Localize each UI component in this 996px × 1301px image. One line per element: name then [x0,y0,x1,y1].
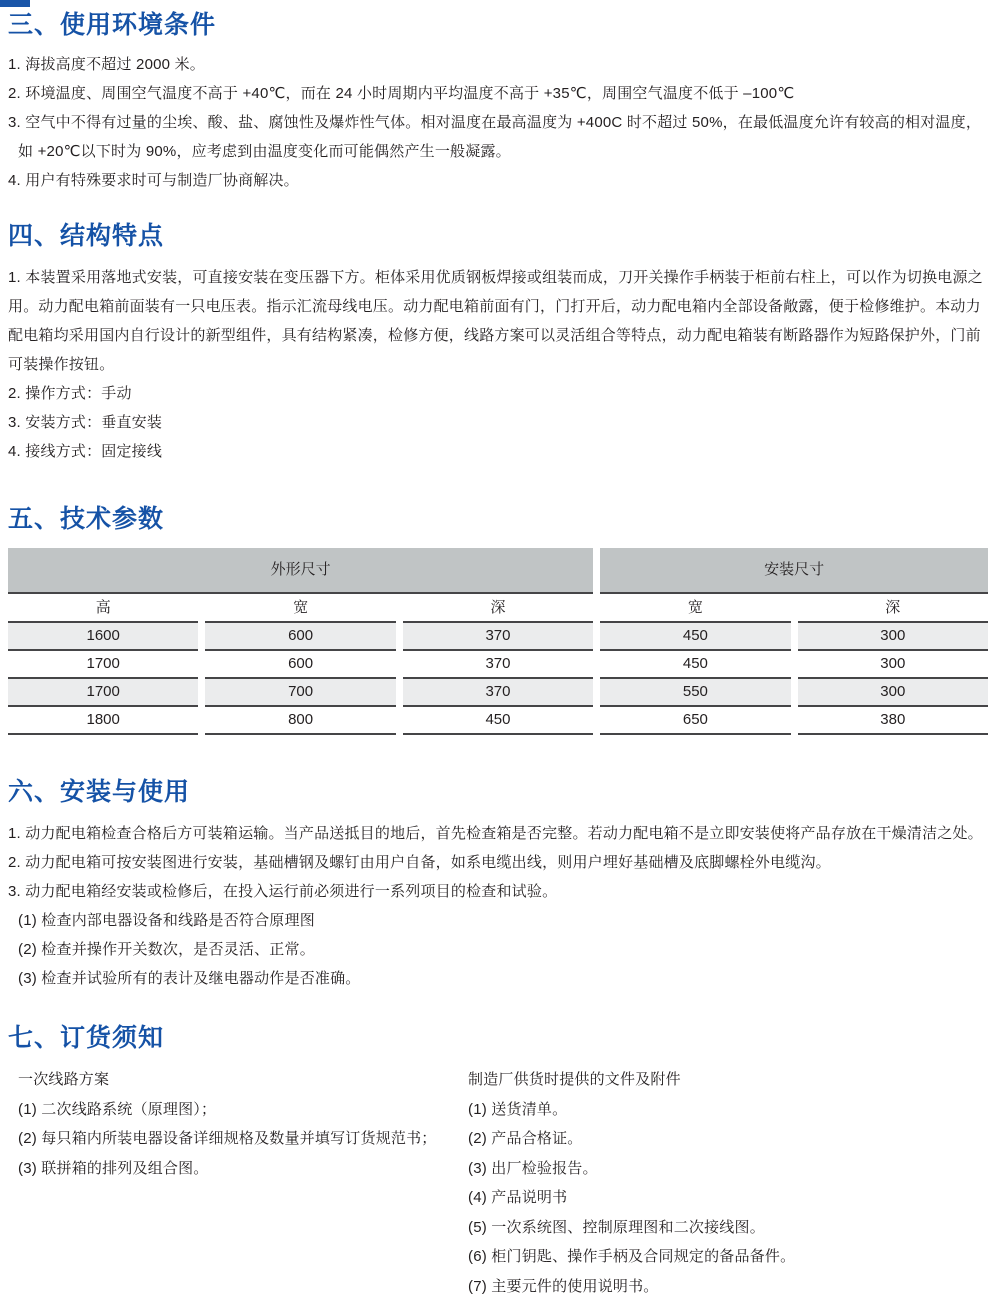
env-item-2: 2. 环境温度、周围空气温度不高于 +40℃，而在 24 小时周期内平均温度不高于 +35℃，周围空气温度不低于 –100℃ [0,79,996,108]
section-structure-title: 四、结构特点 [0,221,996,251]
structure-item-2: 2. 操作方式：手动 [0,379,996,408]
spec-table-col-header: 高 [8,594,198,623]
section-install [0,777,996,993]
spec-table-col-header: 深 [403,594,593,623]
install-item-1: 1. 动力配电箱检查合格后方可装箱运输。当产品送抵目的地后，首先检查箱是否完整。若动力配电箱不是立即安装使将产品存放在干燥清洁之处。 [0,819,996,848]
install-check-1: (1) 检查内部电器设备和线路是否符合原理图 [0,906,996,935]
order-right-item-1: (1) 送货清单。 [468,1095,988,1125]
order-right-item-2: (2) 产品合格证。 [468,1124,988,1154]
section-order [0,1023,996,1301]
spec-table-group-header: 安装尺寸 [600,548,988,594]
spec-table-cell: 1800 [8,707,198,735]
section-structure [0,221,996,466]
section-specs-title: 五、技术参数 [0,504,996,534]
install-check-3: (3) 检查并试验所有的表计及继电器动作是否准确。 [0,964,996,993]
spec-table-cell: 300 [798,679,988,707]
spec-table-cell: 700 [205,679,395,707]
spec-table-cell: 1700 [8,651,198,679]
section-order-title: 七、订货须知 [0,1023,996,1053]
order-left-heading: 一次线路方案 [18,1065,468,1095]
order-left-item-2: (2) 每只箱内所装电器设备详细规格及数量并填写订货规范书； [18,1124,468,1154]
spec-table-col-header: 深 [798,594,988,623]
order-right-item-5: (5) 一次系统图、控制原理图和二次接线图。 [468,1213,988,1243]
spec-table-cell: 450 [403,707,593,735]
spec-table-cell: 300 [798,651,988,679]
env-item-1: 1. 海拔高度不超过 2000 米。 [0,50,996,79]
spec-table-cell: 550 [600,679,790,707]
order-column-right [468,1065,988,1301]
spec-table-cell: 450 [600,623,790,651]
structure-item-1: 1. 本装置采用落地式安装，可直接安装在变压器下方。柜体采用优质钢板焊接或组装而成，刀开关操作手柄装于柜前右柱上，可以作为切换电源之用。动力配电箱前面装有一只电压表。指示汇流母线电压。动力配电箱前面有门，门打开后，动力配电箱内全部设备敞露，便于检修维护。本动力配电箱均采用国内自行设计的新型组件，具有结构紧凑，检修方便，线路方案可以灵活组合等特点，动力配电箱装有断路器作为短路保护外，门前可装操作按钮。 [0,263,996,379]
spec-table-cell: 300 [798,623,988,651]
page-edge-fragment [0,0,30,7]
env-item-3: 3. 空气中不得有过量的尘埃、酸、盐、腐蚀性及爆炸性气体。相对温度在最高温度为 +400C 时不超过 50%，在最低温度允许有较高的相对温度，如 +20℃以下时为 90%，应考虑到由温度变化而可能偶然产生一般凝露。 [0,108,996,166]
structure-item-3: 3. 安装方式：垂直安装 [0,408,996,437]
order-column-left [18,1065,468,1301]
section-install-title: 六、安装与使用 [0,777,996,807]
install-check-2: (2) 检查并操作开关数次，是否灵活、正常。 [0,935,996,964]
spec-table-cell: 1700 [8,679,198,707]
spec-table-cell: 380 [798,707,988,735]
install-item-3: 3. 动力配电箱经安装或检修后，在投入运行前必须进行一系列项目的检查和试验。 [0,877,996,906]
install-item-2: 2. 动力配电箱可按安装图进行安装，基础槽钢及螺钉由用户自备，如系电缆出线，则用户埋好基础槽及底脚螺栓外电缆沟。 [0,848,996,877]
spec-table-cell: 600 [205,623,395,651]
spec-table-cell: 800 [205,707,395,735]
order-right-item-7: (7) 主要元件的使用说明书。 [468,1272,988,1301]
section-specs [0,504,996,735]
order-left-item-1: (1) 二次线路系统（原理图）； [18,1095,468,1125]
env-item-4: 4. 用户有特殊要求时可与制造厂协商解决。 [0,166,996,195]
order-right-heading: 制造厂供货时提供的文件及附件 [468,1065,988,1095]
spec-table-cell: 450 [600,651,790,679]
spec-table-cell: 370 [403,623,593,651]
section-env-title: 三、使用环境条件 [0,0,996,40]
spec-table-cell: 370 [403,651,593,679]
order-left-item-3: (3) 联拼箱的排列及组合图。 [18,1154,468,1184]
spec-table-cell: 600 [205,651,395,679]
order-right-item-3: (3) 出厂检验报告。 [468,1154,988,1184]
spec-table [8,548,988,735]
structure-item-4: 4. 接线方式：固定接线 [0,437,996,466]
spec-table-col-header: 宽 [205,594,395,623]
spec-table-cell: 370 [403,679,593,707]
section-env [0,0,996,195]
spec-table-group-header: 外形尺寸 [8,548,593,594]
order-columns [0,1065,996,1301]
spec-table-col-header: 宽 [600,594,790,623]
spec-table-cell: 650 [600,707,790,735]
order-right-item-4: (4) 产品说明书 [468,1183,988,1213]
spec-table-cell: 1600 [8,623,198,651]
order-right-item-6: (6) 柜门钥匙、操作手柄及合同规定的备品备件。 [468,1242,988,1272]
